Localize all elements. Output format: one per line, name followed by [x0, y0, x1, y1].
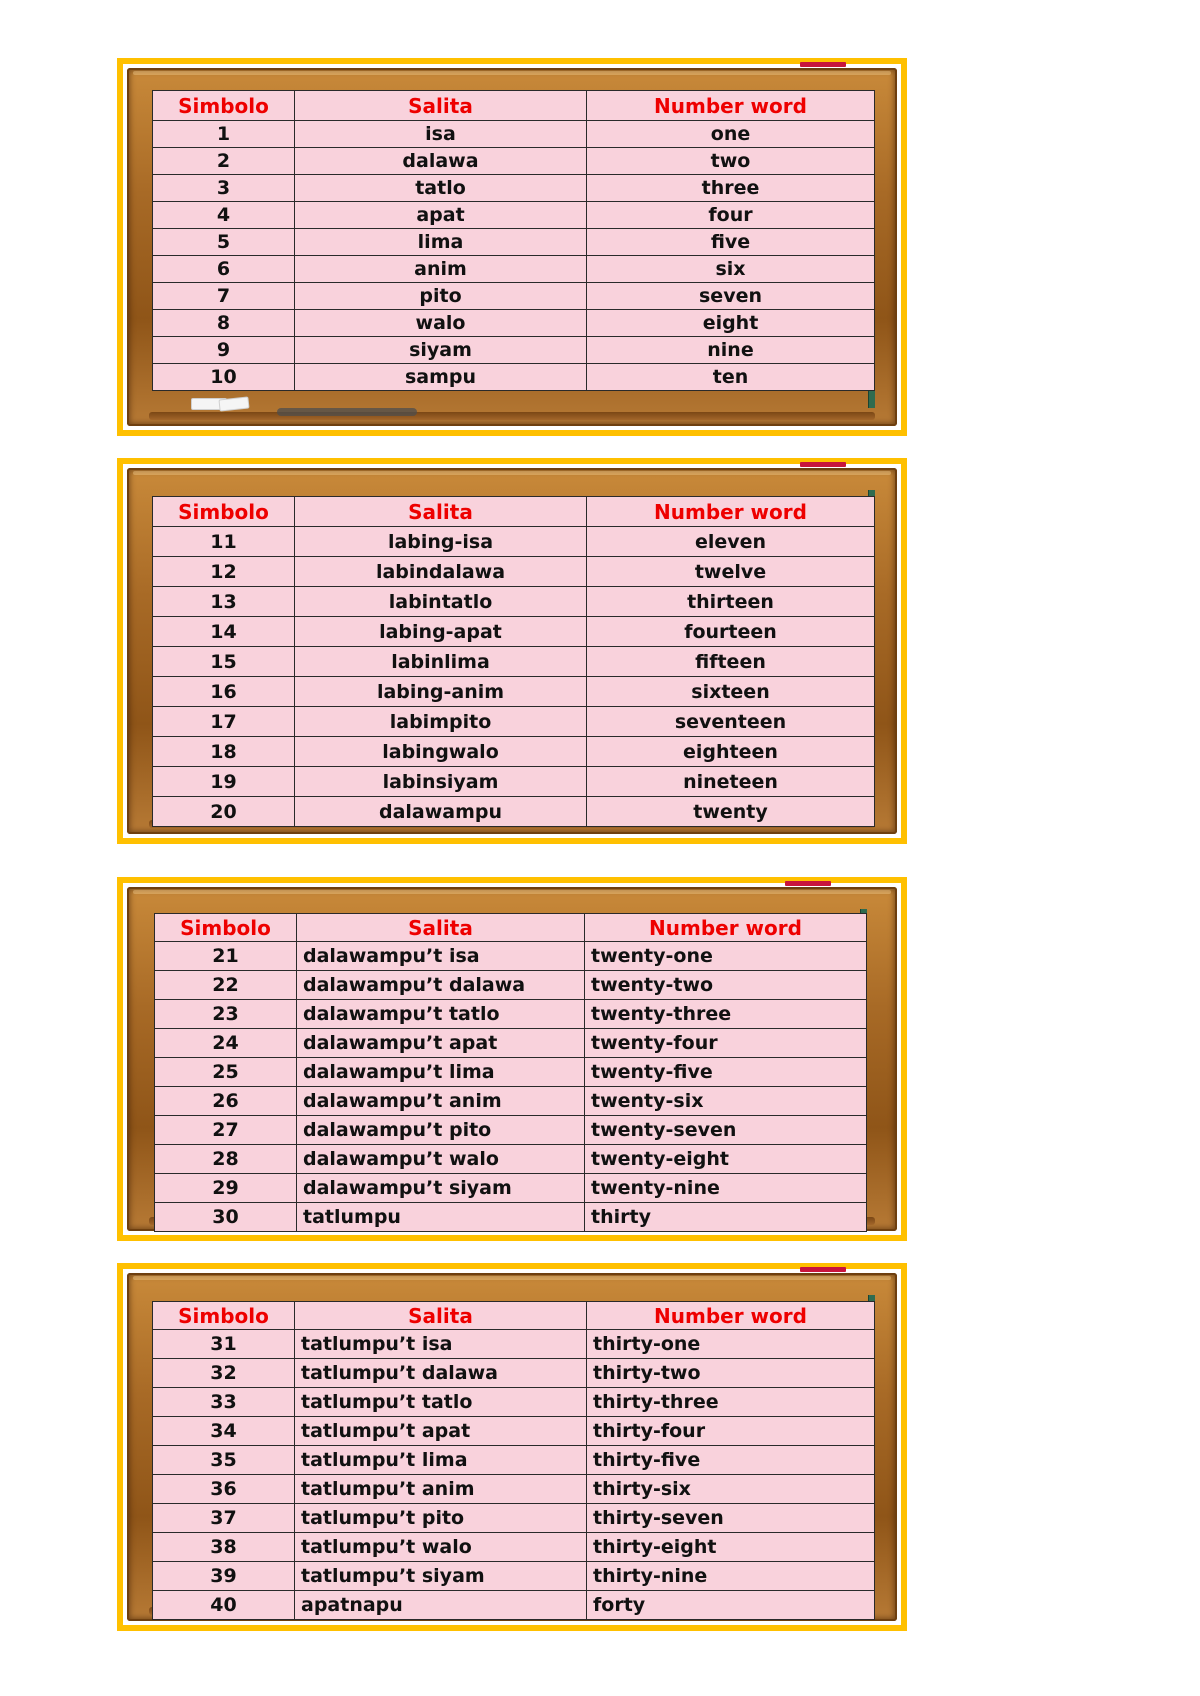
header-number-word: Number word [587, 1302, 875, 1330]
cell-simbolo: 3 [153, 175, 295, 202]
cell-simbolo: 38 [153, 1533, 295, 1562]
cell-salita: labintatlo [295, 587, 587, 617]
cell-number-word: twenty [587, 797, 875, 827]
cell-simbolo: 34 [153, 1417, 295, 1446]
cell-salita: pito [295, 283, 587, 310]
cell-salita: dalawampu’t dalawa [297, 971, 585, 1000]
cell-number-word: thirty-five [587, 1446, 875, 1475]
cell-salita: labinsiyam [295, 767, 587, 797]
table-row [153, 1417, 875, 1446]
cell-number-word: thirty-two [587, 1359, 875, 1388]
cell-salita: siyam [295, 337, 587, 364]
cell-salita: tatlumpu’t siyam [295, 1562, 587, 1591]
table-row [153, 527, 875, 557]
cell-number-word: seven [587, 283, 875, 310]
table-row [153, 1504, 875, 1533]
cell-number-word: twenty-three [585, 1000, 867, 1029]
cell-simbolo: 33 [153, 1388, 295, 1417]
cell-number-word: thirty-one [587, 1330, 875, 1359]
table-row [153, 256, 875, 283]
cell-number-word: one [587, 121, 875, 148]
table-row [153, 283, 875, 310]
cell-number-word: seventeen [587, 707, 875, 737]
cell-salita: labinlima [295, 647, 587, 677]
table-row [155, 1203, 867, 1232]
cell-number-word: thirty-nine [587, 1562, 875, 1591]
cell-salita: anim [295, 256, 587, 283]
table-row [153, 148, 875, 175]
cell-simbolo: 7 [153, 283, 295, 310]
board-clip [800, 62, 846, 67]
cell-simbolo: 11 [153, 527, 295, 557]
cell-salita: labing-anim [295, 677, 587, 707]
cell-salita: tatlumpu’t pito [295, 1504, 587, 1533]
number-table [152, 1301, 875, 1620]
cell-number-word: twenty-nine [585, 1174, 867, 1203]
table-row [153, 737, 875, 767]
cell-salita: dalawampu’t walo [297, 1145, 585, 1174]
table-row [153, 1330, 875, 1359]
cell-number-word: thirty-seven [587, 1504, 875, 1533]
cell-salita: tatlumpu [297, 1203, 585, 1232]
cell-salita: lima [295, 229, 587, 256]
cell-salita: tatlo [295, 175, 587, 202]
table-row [153, 767, 875, 797]
cell-simbolo: 14 [153, 617, 295, 647]
cell-simbolo: 37 [153, 1504, 295, 1533]
cell-simbolo: 4 [153, 202, 295, 229]
header-simbolo: Simbolo [153, 497, 295, 527]
cell-simbolo: 21 [155, 942, 297, 971]
table-header [155, 914, 867, 942]
cell-salita: dalawampu’t lima [297, 1058, 585, 1087]
cell-simbolo: 23 [155, 1000, 297, 1029]
cell-simbolo: 2 [153, 148, 295, 175]
cell-simbolo: 6 [153, 256, 295, 283]
cell-simbolo: 20 [153, 797, 295, 827]
number-board-2 [117, 458, 907, 844]
cell-number-word: thirty-three [587, 1388, 875, 1417]
table-row [153, 364, 875, 391]
table-row [153, 1359, 875, 1388]
table-row [153, 1562, 875, 1591]
table-row [153, 677, 875, 707]
chalk-tray [149, 412, 875, 420]
cell-simbolo: 35 [153, 1446, 295, 1475]
table-row [153, 337, 875, 364]
cell-salita: sampu [295, 364, 587, 391]
table-row [153, 1388, 875, 1417]
header-simbolo: Simbolo [155, 914, 297, 942]
number-board-3 [117, 877, 907, 1241]
cell-salita: tatlumpu’t dalawa [295, 1359, 587, 1388]
cell-number-word: twenty-four [585, 1029, 867, 1058]
table-row [153, 647, 875, 677]
cell-number-word: nine [587, 337, 875, 364]
cell-number-word: three [587, 175, 875, 202]
cell-simbolo: 18 [153, 737, 295, 767]
table-row [155, 942, 867, 971]
cell-number-word: twenty-six [585, 1087, 867, 1116]
table-row [153, 587, 875, 617]
table-row [153, 1591, 875, 1620]
table-row [153, 797, 875, 827]
cell-salita: labindalawa [295, 557, 587, 587]
cell-simbolo: 10 [153, 364, 295, 391]
number-table [152, 90, 875, 391]
cell-number-word: thirty-four [587, 1417, 875, 1446]
cell-simbolo: 8 [153, 310, 295, 337]
cell-simbolo: 30 [155, 1203, 297, 1232]
cell-salita: apatnapu [295, 1591, 587, 1620]
cell-number-word: forty [587, 1591, 875, 1620]
cell-simbolo: 15 [153, 647, 295, 677]
cell-salita: labing-apat [295, 617, 587, 647]
cell-number-word: fifteen [587, 647, 875, 677]
cell-salita: labimpito [295, 707, 587, 737]
table-row [155, 971, 867, 1000]
cell-simbolo: 22 [155, 971, 297, 1000]
table-header [153, 497, 875, 527]
cell-simbolo: 31 [153, 1330, 295, 1359]
cell-salita: labingwalo [295, 737, 587, 767]
cell-salita: tatlumpu’t apat [295, 1417, 587, 1446]
table-row [155, 1145, 867, 1174]
number-table [154, 913, 867, 1232]
cell-simbolo: 5 [153, 229, 295, 256]
header-salita: Salita [295, 497, 587, 527]
cell-salita: dalawampu’t isa [297, 942, 585, 971]
table-row [153, 202, 875, 229]
header-salita: Salita [297, 914, 585, 942]
table-row [153, 1475, 875, 1504]
cell-salita: walo [295, 310, 587, 337]
cell-number-word: four [587, 202, 875, 229]
table-row [153, 175, 875, 202]
cell-number-word: thirty-six [587, 1475, 875, 1504]
board-clip [800, 1267, 846, 1272]
cell-salita: dalawampu’t siyam [297, 1174, 585, 1203]
table-row [153, 1446, 875, 1475]
cell-number-word: nineteen [587, 767, 875, 797]
cell-salita: tatlumpu’t tatlo [295, 1388, 587, 1417]
table-header [153, 91, 875, 121]
table-row [153, 229, 875, 256]
cell-salita: labing-isa [295, 527, 587, 557]
cell-number-word: eleven [587, 527, 875, 557]
cell-number-word: five [587, 229, 875, 256]
cell-simbolo: 32 [153, 1359, 295, 1388]
cell-simbolo: 24 [155, 1029, 297, 1058]
cell-simbolo: 13 [153, 587, 295, 617]
table-row [153, 557, 875, 587]
header-simbolo: Simbolo [153, 91, 295, 121]
table-row [155, 1116, 867, 1145]
cell-simbolo: 28 [155, 1145, 297, 1174]
cell-salita: dalawa [295, 148, 587, 175]
cell-salita: tatlumpu’t isa [295, 1330, 587, 1359]
header-number-word: Number word [585, 914, 867, 942]
cell-simbolo: 19 [153, 767, 295, 797]
header-simbolo: Simbolo [153, 1302, 295, 1330]
header-salita: Salita [295, 1302, 587, 1330]
cell-number-word: twenty-five [585, 1058, 867, 1087]
cell-simbolo: 39 [153, 1562, 295, 1591]
cell-simbolo: 27 [155, 1116, 297, 1145]
cell-number-word: twenty-one [585, 942, 867, 971]
cell-salita: dalawampu’t anim [297, 1087, 585, 1116]
cell-salita: tatlumpu’t anim [295, 1475, 587, 1504]
cell-salita: dalawampu’t pito [297, 1116, 585, 1145]
cell-number-word: twelve [587, 557, 875, 587]
cell-simbolo: 12 [153, 557, 295, 587]
table-row [153, 617, 875, 647]
chalk-icon [218, 396, 249, 411]
number-board-4 [117, 1263, 907, 1631]
board-clip [785, 881, 831, 886]
cell-number-word: six [587, 256, 875, 283]
cell-number-word: thirteen [587, 587, 875, 617]
cell-number-word: eighteen [587, 737, 875, 767]
cell-simbolo: 29 [155, 1174, 297, 1203]
cell-number-word: fourteen [587, 617, 875, 647]
cell-salita: tatlumpu’t lima [295, 1446, 587, 1475]
cell-number-word: twenty-two [585, 971, 867, 1000]
table-header [153, 1302, 875, 1330]
header-number-word: Number word [587, 91, 875, 121]
cell-number-word: eight [587, 310, 875, 337]
table-row [153, 1533, 875, 1562]
board-clip [800, 462, 846, 467]
cell-salita: tatlumpu’t walo [295, 1533, 587, 1562]
cell-number-word: twenty-eight [585, 1145, 867, 1174]
table-row [155, 1087, 867, 1116]
cell-number-word: thirty-eight [587, 1533, 875, 1562]
cell-simbolo: 16 [153, 677, 295, 707]
cell-salita: dalawampu [295, 797, 587, 827]
table-row [155, 1058, 867, 1087]
cell-simbolo: 9 [153, 337, 295, 364]
table-row [155, 1000, 867, 1029]
cell-number-word: sixteen [587, 677, 875, 707]
cell-salita: dalawampu’t apat [297, 1029, 585, 1058]
eraser-icon [277, 408, 417, 416]
cell-simbolo: 36 [153, 1475, 295, 1504]
table-row [153, 121, 875, 148]
table-row [155, 1029, 867, 1058]
cell-simbolo: 40 [153, 1591, 295, 1620]
cell-simbolo: 25 [155, 1058, 297, 1087]
cell-number-word: twenty-seven [585, 1116, 867, 1145]
table-row [153, 310, 875, 337]
cell-simbolo: 1 [153, 121, 295, 148]
cell-number-word: ten [587, 364, 875, 391]
header-salita: Salita [295, 91, 587, 121]
cell-number-word: thirty [585, 1203, 867, 1232]
number-board-1 [117, 58, 907, 436]
cell-simbolo: 26 [155, 1087, 297, 1116]
cell-simbolo: 17 [153, 707, 295, 737]
cell-salita: apat [295, 202, 587, 229]
cell-number-word: two [587, 148, 875, 175]
table-row [153, 707, 875, 737]
cell-salita: dalawampu’t tatlo [297, 1000, 585, 1029]
header-number-word: Number word [587, 497, 875, 527]
table-row [155, 1174, 867, 1203]
number-table [152, 496, 875, 827]
cell-salita: isa [295, 121, 587, 148]
